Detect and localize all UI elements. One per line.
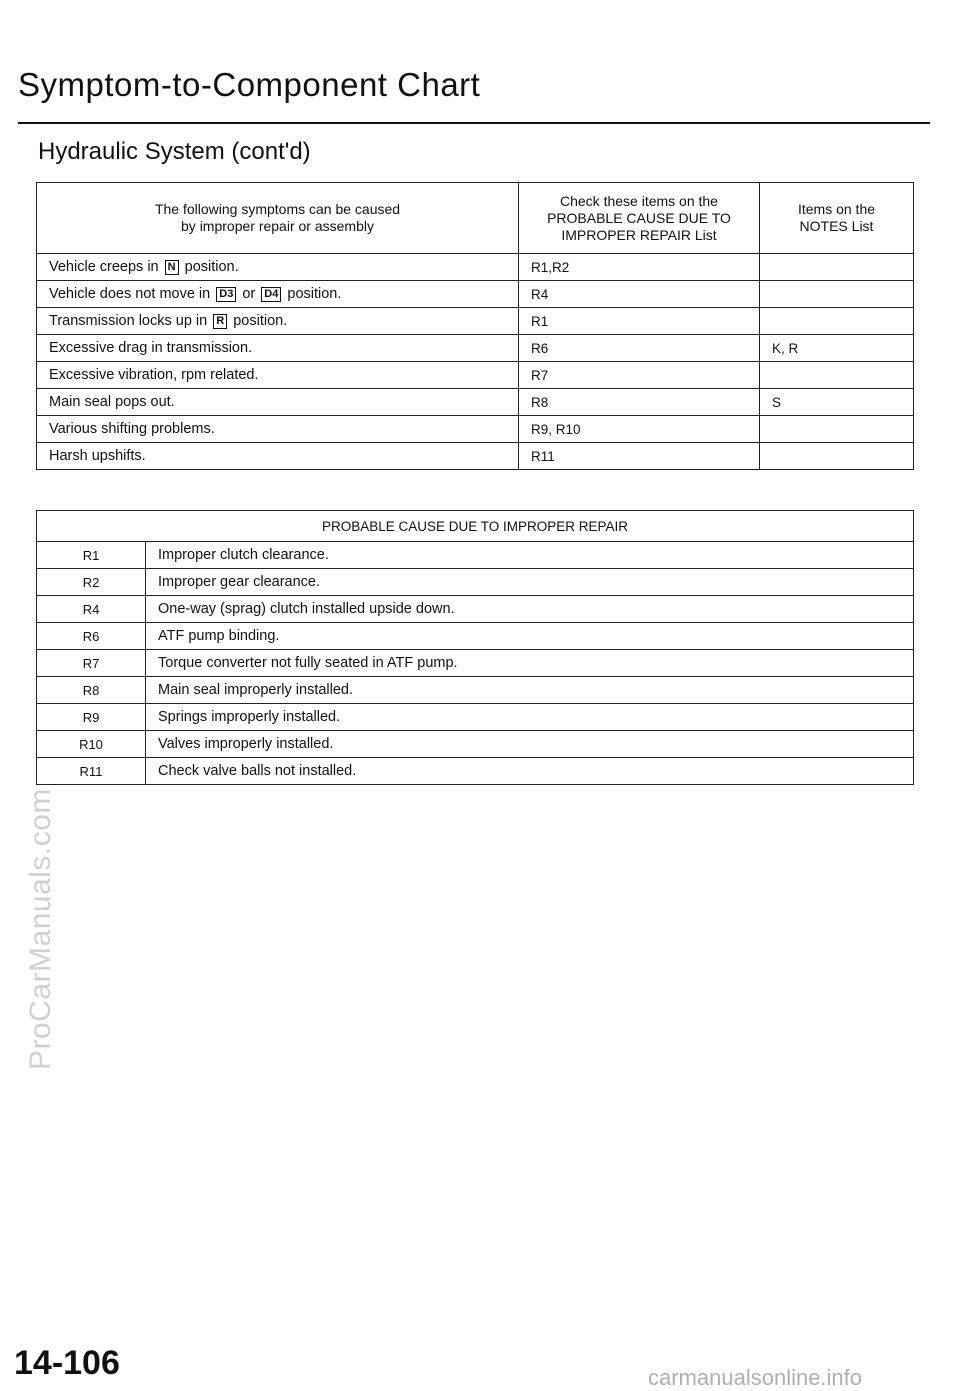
- symptom-text: Harsh upshifts.: [49, 448, 146, 464]
- footer-site: carmanualsonline.info: [648, 1365, 863, 1390]
- table-row: [37, 335, 914, 362]
- symptom-text: position.: [184, 259, 239, 275]
- symptom-text: position.: [233, 313, 288, 329]
- symptom-cell: [37, 389, 519, 416]
- check-items-column-header: [519, 183, 760, 254]
- cause-codes-cell: R9, R10: [519, 416, 760, 443]
- table-row: [37, 596, 914, 623]
- cause-description-cell: One-way (sprag) clutch installed upside down.: [146, 596, 914, 623]
- check-items-header-line: Check these items on the: [560, 192, 718, 209]
- symptoms-header-line: The following symptoms can be caused: [154, 201, 401, 217]
- table-row: [37, 758, 914, 785]
- symptom-cell: [37, 281, 519, 308]
- table-row: [37, 731, 914, 758]
- cause-description-cell: Torque converter not fully seated in ATF pump.: [146, 650, 914, 677]
- symptom-text: Vehicle does not move in: [49, 286, 211, 302]
- notes-cell: [760, 308, 914, 335]
- symptom-text: Vehicle creeps in: [49, 259, 159, 275]
- cause-code-cell: R6: [37, 623, 146, 650]
- table-row: [37, 542, 914, 569]
- shift-position-symbol: N: [165, 260, 179, 275]
- symptom-table: [36, 182, 914, 470]
- cause-code-cell: R4: [37, 596, 146, 623]
- cause-description-cell: Improper clutch clearance.: [146, 542, 914, 569]
- cause-code-cell: R10: [37, 731, 146, 758]
- notes-cell: [760, 416, 914, 443]
- symptom-text: Various shifting problems.: [49, 421, 215, 437]
- symptom-table-header: [37, 183, 914, 254]
- cause-codes-cell: R11: [519, 443, 760, 470]
- cause-code-cell: R8: [37, 677, 146, 704]
- check-items-header-line: IMPROPER REPAIR List: [561, 226, 717, 243]
- shift-position-symbol: D4: [261, 287, 281, 302]
- symptom-cell: [37, 254, 519, 281]
- cause-table: [36, 510, 914, 785]
- cause-code-cell: R11: [37, 758, 146, 785]
- symptom-text: Excessive drag in transmission.: [49, 340, 253, 356]
- shift-position-symbol: D3: [216, 287, 236, 302]
- cause-description-cell: ATF pump binding.: [146, 623, 914, 650]
- symptom-text: position.: [287, 286, 342, 302]
- cause-codes-cell: R1: [519, 308, 760, 335]
- cause-codes-cell: R1,R2: [519, 254, 760, 281]
- cause-code-cell: R2: [37, 569, 146, 596]
- cause-description-cell: Springs improperly installed.: [146, 704, 914, 731]
- table-row: [37, 677, 914, 704]
- table-row: [37, 569, 914, 596]
- symptom-table-body: [37, 254, 914, 470]
- notes-column-header: [760, 183, 914, 254]
- symptom-cell: [37, 443, 519, 470]
- table-row: [37, 443, 914, 470]
- cause-table-title: PROBABLE CAUSE DUE TO IMPROPER REPAIR: [37, 511, 914, 542]
- notes-header-line: Items on the: [797, 201, 876, 217]
- cause-table-body: [37, 542, 914, 785]
- shift-position-symbol: R: [213, 314, 227, 329]
- cause-codes-cell: R8: [519, 389, 760, 416]
- cause-description-cell: Check valve balls not installed.: [146, 758, 914, 785]
- cause-codes-cell: R7: [519, 362, 760, 389]
- notes-cell: [760, 362, 914, 389]
- symptom-text: Excessive vibration, rpm related.: [49, 367, 259, 383]
- symptoms-column-header: [37, 183, 519, 254]
- cause-code-cell: R9: [37, 704, 146, 731]
- table-row: [37, 416, 914, 443]
- table-row: [37, 308, 914, 335]
- symptom-cell: [37, 416, 519, 443]
- page-number: 14-106: [14, 1344, 120, 1382]
- cause-code-cell: R1: [37, 542, 146, 569]
- cause-table-header: [37, 511, 914, 542]
- section-subtitle: Hydraulic System (cont'd): [38, 138, 311, 165]
- table-row: [37, 623, 914, 650]
- notes-cell: K, R: [760, 335, 914, 362]
- cause-description-cell: Improper gear clearance.: [146, 569, 914, 596]
- notes-cell: S: [760, 389, 914, 416]
- symptom-text: Transmission locks up in: [49, 313, 208, 329]
- page-title: Symptom-to-Component Chart: [18, 66, 481, 103]
- symptom-cell: [37, 335, 519, 362]
- notes-header-line: NOTES List: [799, 218, 874, 234]
- cause-description-cell: Main seal improperly installed.: [146, 677, 914, 704]
- check-items-header-line: PROBABLE CAUSE DUE TO: [547, 209, 731, 226]
- notes-cell: [760, 281, 914, 308]
- cause-codes-cell: R6: [519, 335, 760, 362]
- table-row: [37, 650, 914, 677]
- notes-cell: [760, 443, 914, 470]
- table-row: [37, 362, 914, 389]
- watermark: ProCarManuals.com: [24, 788, 57, 1070]
- symptom-text: Main seal pops out.: [49, 394, 175, 410]
- notes-cell: [760, 254, 914, 281]
- symptoms-header-line: by improper repair or assembly: [181, 218, 374, 234]
- cause-code-cell: R7: [37, 650, 146, 677]
- title-rule: [18, 122, 930, 124]
- cause-description-cell: Valves improperly installed.: [146, 731, 914, 758]
- symptom-text: or: [242, 286, 256, 302]
- table-row: [37, 254, 914, 281]
- table-row: [37, 281, 914, 308]
- symptom-cell: [37, 362, 519, 389]
- symptom-cell: [37, 308, 519, 335]
- cause-codes-cell: R4: [519, 281, 760, 308]
- table-row: [37, 389, 914, 416]
- table-row: [37, 704, 914, 731]
